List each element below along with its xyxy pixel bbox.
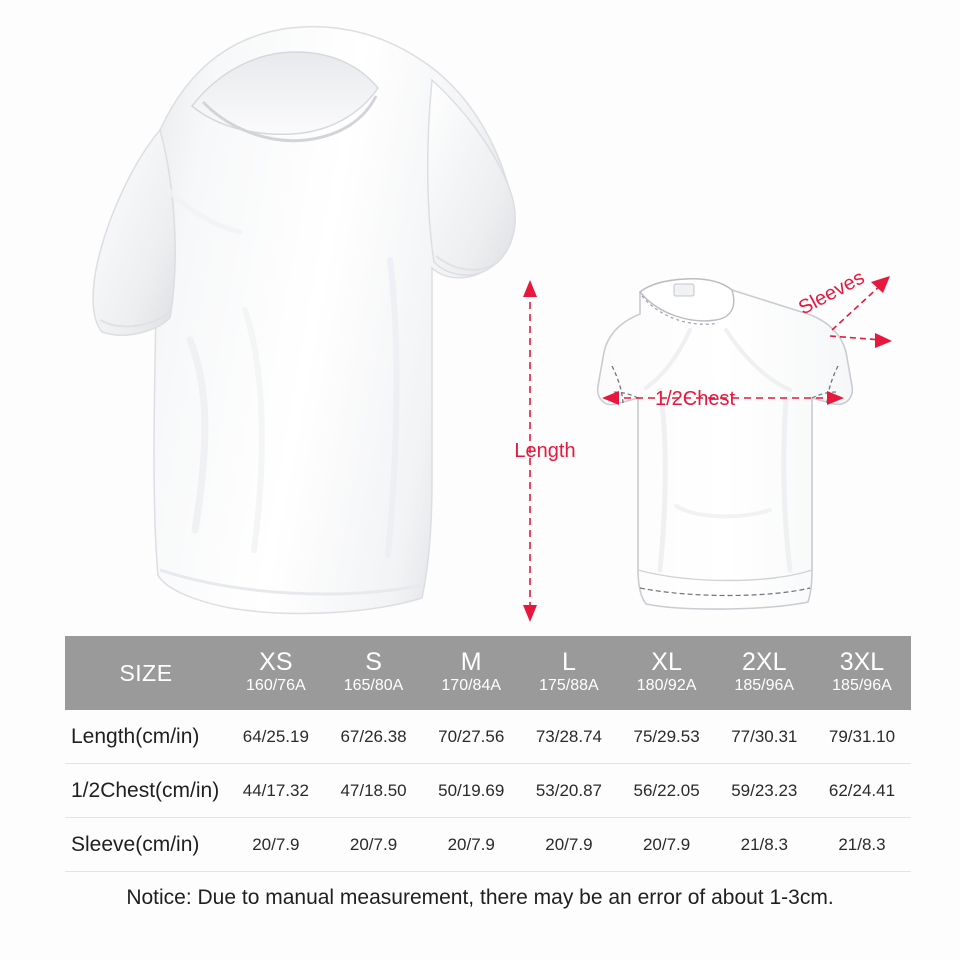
header-col-l — [520, 636, 618, 710]
length-label: Length — [514, 440, 576, 462]
length-m: 70/27.56 — [438, 726, 505, 746]
sleeves-label: Sleeves — [795, 266, 869, 320]
sleeve-s: 20/7.9 — [349, 834, 398, 854]
sleeve-3xl: 21/8.3 — [838, 834, 886, 854]
header-height-2xl: 185/96A — [734, 676, 795, 694]
chest-2xl: 59/23.23 — [731, 780, 798, 800]
header-size-3xl: 3XL — [839, 648, 885, 677]
row-label-length: Length(cm/in) — [71, 724, 200, 748]
header-col-3xl — [813, 636, 911, 710]
header-height-xl: 180/92A — [636, 676, 697, 694]
length-l: 73/28.74 — [535, 726, 602, 746]
length-2xl: 77/30.31 — [731, 726, 798, 746]
chest-label: 1/2Chest — [654, 388, 736, 410]
header-size-xl: XL — [651, 648, 682, 677]
chest-m: 50/19.69 — [438, 780, 505, 800]
size-table — [65, 636, 911, 872]
length-xs: 64/25.19 — [242, 726, 309, 746]
header-col-s — [325, 636, 423, 710]
row-label-sleeve: Sleeve(cm/in) — [71, 832, 200, 856]
size-table-body — [65, 710, 911, 872]
chest-l: 53/20.87 — [535, 780, 602, 800]
header-col-xl — [618, 636, 716, 710]
header-size-l: L — [561, 648, 576, 677]
table-row — [65, 764, 911, 818]
header-col-xs — [227, 636, 325, 710]
white-t-shirt-photo — [40, 10, 560, 630]
length-s: 67/26.38 — [340, 726, 407, 746]
chest-s: 47/18.50 — [340, 780, 407, 800]
header-col-2xl — [715, 636, 813, 710]
chest-xl: 56/22.05 — [633, 780, 700, 800]
chest-3xl: 62/24.41 — [828, 780, 896, 800]
sleeve-m: 20/7.9 — [447, 834, 495, 854]
sleeve-xl: 20/7.9 — [642, 834, 691, 854]
row-label-chest: 1/2Chest(cm/in) — [71, 778, 220, 802]
measurement-notice: Notice: Due to manual measurement, there may be an error of about 1-3cm. — [126, 886, 834, 909]
header-height-l: 175/88A — [539, 676, 599, 694]
size-table-header — [65, 636, 911, 710]
table-header-row — [65, 636, 911, 710]
header-size-xs: XS — [259, 648, 293, 677]
sleeve-l: 20/7.9 — [545, 834, 593, 854]
sleeve-2xl: 21/8.3 — [740, 834, 788, 854]
header-height-3xl: 185/96A — [832, 676, 892, 694]
header-size-s: S — [365, 648, 382, 677]
header-size-2xl: 2XL — [742, 648, 787, 677]
length-xl: 75/29.53 — [633, 726, 700, 746]
header-size-label: SIZE — [119, 659, 173, 686]
sleeve-xs: 20/7.9 — [252, 834, 300, 854]
table-row — [65, 818, 911, 872]
header-height-m: 170/84A — [441, 676, 502, 694]
table-row — [65, 710, 911, 764]
length-3xl: 79/31.10 — [828, 726, 896, 746]
chest-xs: 44/17.32 — [242, 780, 309, 800]
header-col-m — [422, 636, 520, 710]
header-height-xs: 160/76A — [246, 676, 306, 694]
header-height-s: 165/80A — [343, 676, 404, 694]
header-size-m: M — [460, 648, 482, 677]
